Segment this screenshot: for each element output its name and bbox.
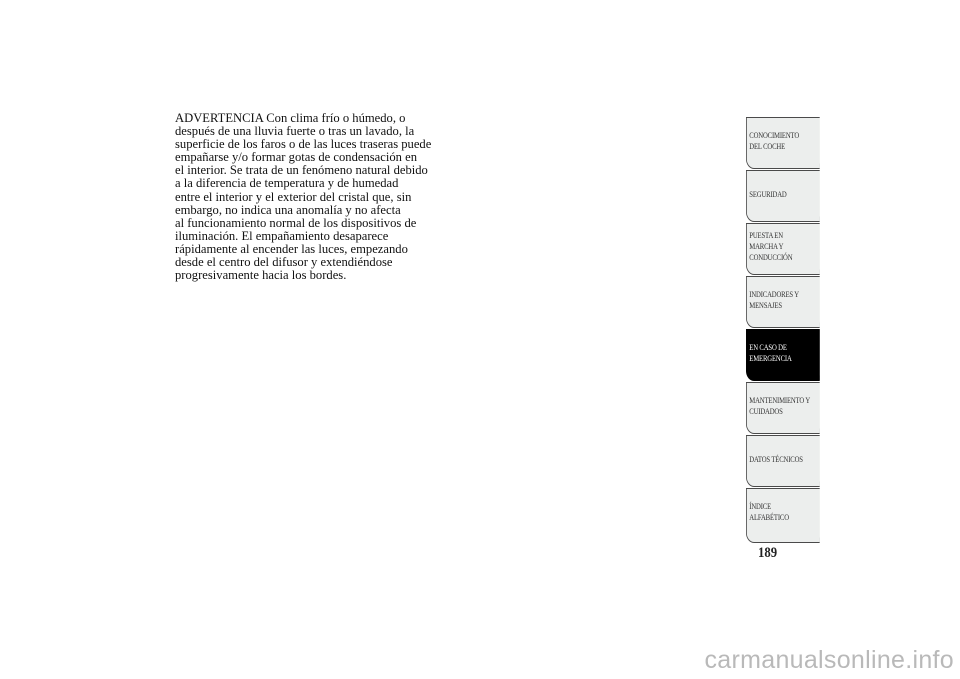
paragraph-line: entre el interior y el exterior del cristal que, sin	[175, 189, 412, 204]
tab-label: EMERGENCIA	[749, 354, 792, 363]
chapter-tabs	[746, 117, 820, 543]
page-number: 189	[758, 545, 778, 561]
warning-paragraph	[175, 112, 475, 282]
tab-label: EN CASO DE	[749, 343, 787, 352]
tab-label: ALFABÉTICO	[749, 513, 789, 522]
paragraph-line: empañarse y/o formar gotas de condensación en	[175, 150, 417, 165]
paragraph-line: iluminación. El empañamiento desaparece	[175, 228, 389, 243]
paragraph-line: a la diferencia de temperatura y de humedad	[175, 176, 399, 191]
tab-label: INDICADORES Y	[749, 290, 799, 299]
tab-mantenimiento-y-cuidados[interactable]	[746, 382, 820, 434]
tab-datos-tecnicos[interactable]	[746, 435, 820, 487]
tab-label: MENSAJES	[749, 301, 782, 310]
tab-label: PUESTA EN	[749, 231, 783, 240]
paragraph-line: superficie de los faros o de las luces traseras puede	[175, 137, 432, 152]
tab-conocimiento-del-coche[interactable]	[746, 117, 820, 169]
watermark-text: carmanualsonline.info	[704, 646, 954, 674]
tab-indice-alfabetico[interactable]	[746, 488, 820, 543]
tab-label: CONDUCCIÓN	[749, 253, 793, 262]
tab-label: MARCHA Y	[749, 242, 784, 251]
tab-label: DATOS TÉCNICOS	[749, 455, 803, 464]
paragraph-line: rápidamente al encender las luces, empezando	[175, 241, 408, 256]
tab-label: MANTENIMIENTO Y	[749, 396, 811, 405]
paragraph-line: después de una lluvia fuerte o tras un lavado, la	[175, 124, 415, 139]
paragraph-line: el interior. Se trata de un fenómeno natural debido	[175, 163, 428, 178]
tab-label: ÍNDICE	[749, 502, 772, 511]
tab-label: SEGURIDAD	[749, 190, 787, 199]
tab-indicadores-y-mensajes[interactable]	[746, 276, 820, 328]
tab-en-caso-de-emergencia[interactable]	[746, 329, 820, 381]
tab-puesta-en-marcha[interactable]	[746, 223, 820, 275]
paragraph-line: ADVERTENCIA Con clima frío o húmedo, o	[175, 111, 406, 125]
paragraph-line: embargo, no indica una anomalía y no afecta	[175, 202, 401, 217]
paragraph-line: al funcionamiento normal de los dispositivos de	[175, 215, 417, 230]
tab-seguridad[interactable]	[746, 170, 820, 222]
tab-label: DEL COCHE	[749, 142, 786, 151]
tab-label: CONOCIMIENTO	[749, 131, 800, 140]
tab-label: CUIDADOS	[749, 407, 783, 416]
paragraph-line: desde el centro del difusor y extendiéndose	[175, 255, 393, 270]
paragraph-line: progresivamente hacia los bordes.	[175, 268, 347, 283]
